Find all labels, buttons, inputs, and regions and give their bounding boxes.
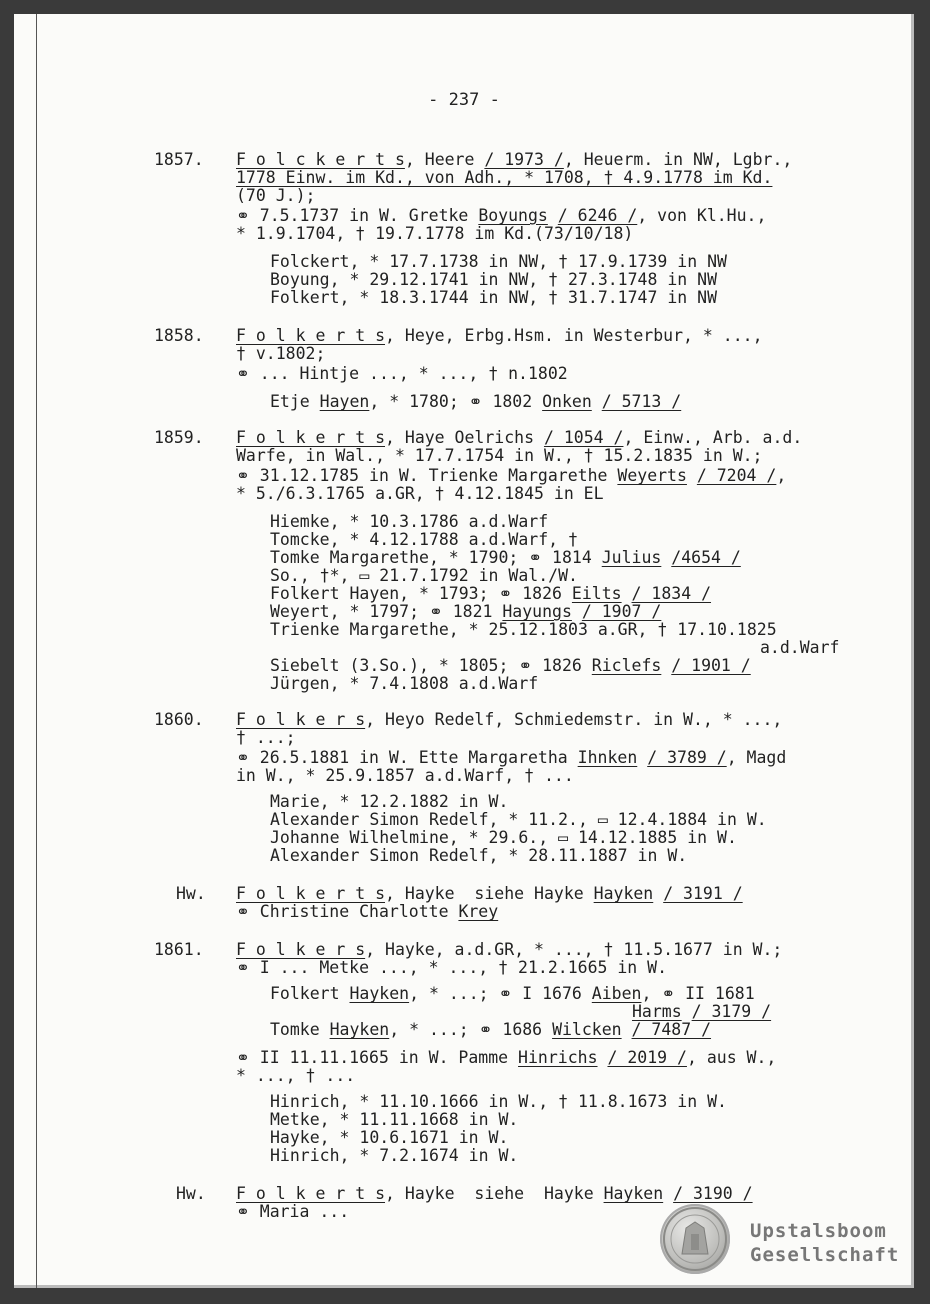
reference: / 3789 / xyxy=(647,748,727,767)
spouse-surname: Julius xyxy=(601,548,662,567)
entry-line: (70 J.); xyxy=(236,186,316,205)
entry-line: Warfe, in Wal., * 17.7.1754 in W., † 15.2.1835 in W.; xyxy=(236,446,763,465)
spouse-surname: Eilts xyxy=(571,584,622,603)
entry-line: * 5./6.3.1765 a.GR, † 4.12.1845 in EL xyxy=(236,484,604,503)
entry-line xyxy=(236,940,782,959)
child-line: Jürgen, * 7.4.1808 a.d.Warf xyxy=(270,674,539,693)
child-line: Hinrich, * 11.10.1666 in W., † 11.8.1673 in W. xyxy=(270,1092,727,1111)
spouse-surname: Onken xyxy=(542,392,592,411)
entry-line: * ..., † ... xyxy=(236,1066,356,1085)
spouse-surname: Boyungs xyxy=(478,206,548,225)
surname: Hayken xyxy=(349,984,410,1003)
text: , * ...; ⚭ I 1676 xyxy=(409,984,592,1003)
text: , ⚭ II 1681 xyxy=(641,984,755,1003)
surname: F o l k e r t s xyxy=(236,428,386,447)
text: Etje xyxy=(270,392,320,411)
entry-line: † v.1802; xyxy=(236,344,326,363)
child-line: Metke, * 11.11.1668 in W. xyxy=(270,1110,519,1129)
entry-line xyxy=(236,428,802,447)
text: , * 1780; ⚭ 1802 xyxy=(369,392,543,411)
spouse-surname: Ihnken xyxy=(577,748,638,767)
surname: F o l k e r t s xyxy=(236,326,386,345)
reference: / 3179 / xyxy=(691,1002,772,1021)
child-line: a.d.Warf xyxy=(760,638,840,657)
spouse-surname: Weyerts xyxy=(617,466,687,485)
surname: Hayken xyxy=(593,884,654,903)
entry-line xyxy=(236,884,743,903)
text: , Heuerm. in NW, Lgbr., xyxy=(563,150,793,169)
entry-line xyxy=(236,466,786,485)
reference: / 1901 / xyxy=(671,656,751,675)
text: , Hayke, a.d.GR, * ..., † 11.5.1677 in W.; xyxy=(365,940,783,959)
entry-line xyxy=(236,748,786,767)
surname: F o l k e r s xyxy=(236,710,366,729)
spouse-surname: Harms xyxy=(632,1002,682,1021)
child-line xyxy=(270,602,661,621)
child-line xyxy=(270,584,711,603)
text: , aus W., xyxy=(686,1048,777,1067)
child-line: Johanne Wilhelmine, * 29.6., ▭ 14.12.1885 in W. xyxy=(270,828,737,847)
text: ⚭ Christine Charlotte xyxy=(236,902,459,921)
reference: / 3191 / xyxy=(663,884,743,903)
child-line: Folckert, * 17.7.1738 in NW, † 17.9.1739 in NW xyxy=(270,252,727,271)
spouse-surname: Aiben xyxy=(591,984,642,1003)
reference: / 7487 / xyxy=(631,1020,712,1039)
child-line: Hinrich, * 7.2.1674 in W. xyxy=(270,1146,519,1165)
child-line xyxy=(270,548,741,567)
reference: / 5713 / xyxy=(601,392,682,411)
entry-number: 1857. xyxy=(154,150,204,169)
spouse-surname: Hayungs xyxy=(502,602,572,621)
child-line: Tomcke, * 4.12.1788 a.d.Warf, † xyxy=(270,530,578,549)
reference: / 1834 / xyxy=(631,584,712,603)
entry-number: 1860. xyxy=(154,710,204,729)
entry-line xyxy=(236,206,766,225)
entry-number: 1861. xyxy=(154,940,204,959)
text: ⚭ 26.5.1881 in W. Ette Margaretha xyxy=(236,748,578,767)
spouse-surname: Krey xyxy=(458,902,499,921)
child-line xyxy=(632,1002,771,1021)
entry-line xyxy=(236,1048,776,1067)
text: , von Kl.Hu., xyxy=(637,206,767,225)
document-page xyxy=(14,14,914,1288)
entry-line xyxy=(236,902,498,921)
text: , Hayke siehe Hayke xyxy=(385,884,594,903)
entry-line xyxy=(236,1184,753,1203)
entry-line: ⚭ I ... Metke ..., * ..., † 21.2.1665 in W. xyxy=(236,958,668,977)
child-line: Hiemke, * 10.3.1786 a.d.Warf xyxy=(270,512,549,531)
child-line xyxy=(270,656,751,675)
child-line xyxy=(270,392,681,411)
text: Tomke xyxy=(270,1020,330,1039)
text: Folkert Hayen, * 1793; ⚭ 1826 xyxy=(270,584,572,603)
child-line: Alexander Simon Redelf, * 28.11.1887 in W. xyxy=(270,846,688,865)
text: , Haye Oelrichs xyxy=(385,428,544,447)
reference: /4654 / xyxy=(671,548,741,567)
reference: / 7204 / xyxy=(696,466,777,485)
entry-line: † ...; xyxy=(236,728,296,747)
spouse-surname: Riclefs xyxy=(591,656,662,675)
text: Folkert xyxy=(270,984,350,1003)
child-line: So., †*, ▭ 21.7.1792 in Wal./W. xyxy=(270,566,578,585)
entry-number: Hw. xyxy=(176,884,206,903)
surname: F o l k e r t s xyxy=(236,884,386,903)
child-line: Hayke, * 10.6.1671 in W. xyxy=(270,1128,509,1147)
text: , Hayke siehe Hayke xyxy=(385,1184,604,1203)
surname: Hayen xyxy=(319,392,370,411)
child-line: Trienke Margarethe, * 25.12.1803 a.GR, † 17.10.1825 xyxy=(270,620,777,639)
reference: / 1907 / xyxy=(581,602,662,621)
text: , * ...; ⚭ 1686 xyxy=(389,1020,553,1039)
text: ⚭ 31.12.1785 in W. Trienke Margarethe xyxy=(236,466,618,485)
text: , Einw., Arb. a.d. xyxy=(623,428,803,447)
entry-line: ⚭ ... Hintje ..., * ..., † n.1802 xyxy=(236,364,568,383)
entry-line: ⚭ Maria ... xyxy=(236,1202,350,1221)
entry-line: 1778 Einw. im Kd., von Adh., * 1708, † 4.9.1778 im Kd. xyxy=(236,168,773,187)
entry-line xyxy=(236,710,782,729)
text: , Heyo Redelf, Schmiedemstr. in W., * ..., xyxy=(365,710,783,729)
child-line: Boyung, * 29.12.1741 in NW, † 27.3.1748 in NW xyxy=(270,270,718,289)
reference: / 2019 / xyxy=(607,1048,687,1067)
child-line: Marie, * 12.2.1882 in W. xyxy=(270,792,509,811)
entry-number: 1859. xyxy=(154,428,204,447)
society-seal-icon xyxy=(660,1204,730,1274)
text: , Heere xyxy=(404,150,485,169)
entry-line: * 1.9.1704, † 19.7.1778 im Kd.(73/10/18) xyxy=(236,224,634,243)
entry-line xyxy=(236,150,792,169)
entry-number: 1858. xyxy=(154,326,204,345)
entry-line xyxy=(236,326,763,345)
text: , Heye, Erbg.Hsm. in Westerbur, * ..., xyxy=(385,326,763,345)
reference: / 6246 / xyxy=(557,206,638,225)
text: ⚭ II 11.11.1665 in W. Pamme xyxy=(236,1048,519,1067)
text: , xyxy=(776,466,787,485)
spouse-surname: Wilcken xyxy=(552,1020,622,1039)
surname: Hayken xyxy=(329,1020,390,1039)
surname: F o l c k e r t s xyxy=(236,150,405,169)
entry-number: Hw. xyxy=(176,1184,206,1203)
org-name-line-2: Gesellschaft xyxy=(750,1244,900,1266)
surname: Hayken xyxy=(603,1184,664,1203)
text: , Magd xyxy=(726,748,787,767)
child-line: Folkert, * 18.3.1744 in NW, † 31.7.1747 in NW xyxy=(270,288,718,307)
margin-line xyxy=(36,14,37,1288)
reference: / 1973 / xyxy=(484,150,564,169)
text: Siebelt (3.So.), * 1805; ⚭ 1826 xyxy=(270,656,592,675)
page-number: - 237 - xyxy=(428,90,500,110)
org-name-line-1: Upstalsboom xyxy=(750,1220,887,1242)
text: Weyert, * 1797; ⚭ 1821 xyxy=(270,602,503,621)
surname: F o l k e r t s xyxy=(236,1184,386,1203)
child-line xyxy=(270,984,755,1003)
child-line: Alexander Simon Redelf, * 11.2., ▭ 12.4.1884 in W. xyxy=(270,810,767,829)
reference: / 3190 / xyxy=(673,1184,753,1203)
child-line xyxy=(270,1020,711,1039)
text: Tomke Margarethe, * 1790; ⚭ 1814 xyxy=(270,548,602,567)
surname: F o l k e r s xyxy=(236,940,366,959)
spouse-surname: Hinrichs xyxy=(518,1048,598,1067)
text: ⚭ 7.5.1737 in W. Gretke xyxy=(236,206,479,225)
reference: / 1054 / xyxy=(543,428,624,447)
entry-line: in W., * 25.9.1857 a.d.Warf, † ... xyxy=(236,766,574,785)
